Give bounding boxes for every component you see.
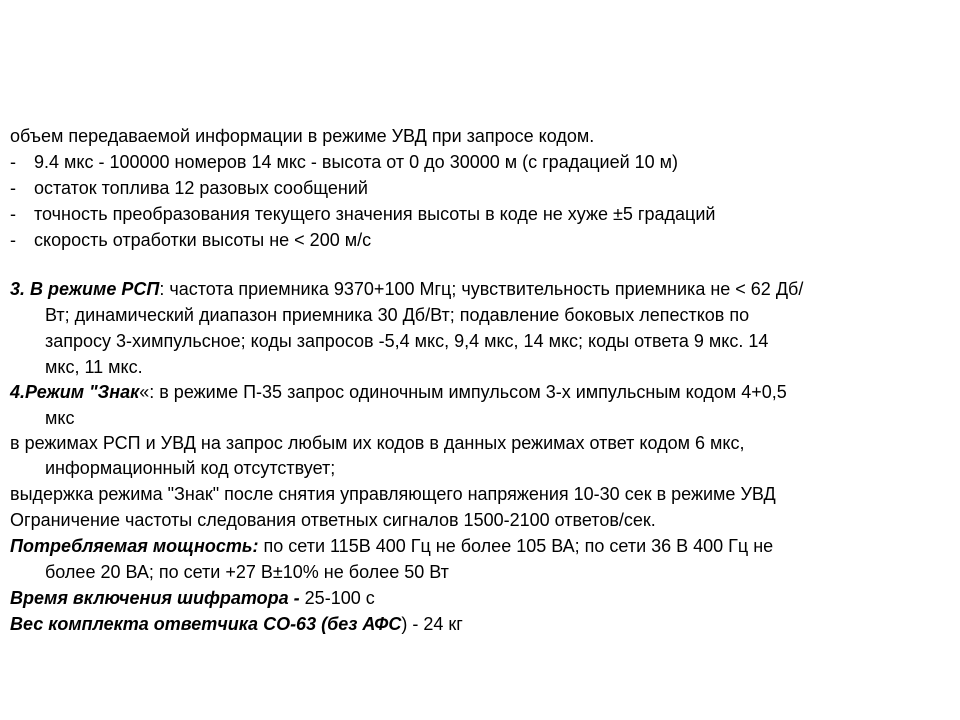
- power-heading: Потребляемая мощность:: [10, 536, 259, 556]
- znak-paragraph: [10, 379, 787, 405]
- rsp-text-line: запросу 3-химпульсное; коды запросов -5,4 мкс, 9,4 мкс, 14 мкс; коды ответа 9 мкс. 14: [45, 331, 769, 351]
- znak-text-line: мкс: [45, 408, 75, 428]
- power-paragraph: [10, 533, 773, 559]
- bullet-item: [10, 227, 371, 253]
- znak-text: «: в режиме П-35 запрос одиночным импульсом 3-х импульсным кодом 4+0,5: [139, 382, 787, 402]
- weight-heading: Вес комплекта ответчика СО-63 (без АФС: [10, 614, 402, 634]
- bullet-marker: -: [10, 230, 16, 250]
- startup-value: 25-100 с: [299, 588, 375, 608]
- znak-text-line: в режимах РСП и УВД на запрос любым их кодов в данных режимах ответ кодом 6 мкс,: [10, 433, 745, 453]
- bullet-text: скорость отработки высоты не < 200 м/с: [34, 230, 372, 250]
- rsp-text-line: мкс, 11 мкс.: [45, 357, 143, 377]
- power-text: по сети 115В 400 Гц не более 105 ВА; по сети 36 В 400 Гц не: [258, 536, 774, 556]
- power-text-line: более 20 ВА; по сети +27 В±10% не более 50 Вт: [45, 562, 449, 582]
- bullet-marker: -: [10, 152, 16, 172]
- znak-text-line: информационный код отсутствует;: [45, 458, 336, 478]
- startup-paragraph: [10, 585, 375, 611]
- weight-value: ) - 24 кг: [401, 614, 463, 634]
- znak-heading: 4.Режим "Знак: [10, 382, 140, 402]
- bullet-text: точность преобразования текущего значения высоты в коде не хуже ±5 градаций: [34, 204, 716, 224]
- bullet-item: [10, 201, 715, 227]
- startup-heading: Время включения шифратора -: [10, 588, 300, 608]
- rsp-text-line: Вт; динамический диапазон приемника 30 Дб/Вт; подавление боковых лепестков по: [45, 305, 750, 325]
- intro-text: объем передаваемой информации в режиме УВД при запросе кодом.: [10, 126, 595, 146]
- bullet-marker: -: [10, 204, 16, 224]
- weight-paragraph: [10, 611, 463, 637]
- rsp-heading: 3. В режиме РСП: [10, 279, 160, 299]
- limit-text: Ограничение частоты следования ответных сигналов 1500-2100 ответов/сек.: [10, 510, 656, 530]
- bullet-item: [10, 175, 368, 201]
- bullet-item: [10, 149, 678, 175]
- rsp-paragraph: [10, 276, 803, 302]
- hold-text: выдержка режима "Знак" после снятия управляющего напряжения 10-30 сек в режиме УВД: [10, 484, 776, 504]
- bullet-text: 9.4 мкс - 100000 номеров 14 мкс - высота от 0 до 30000 м (с градацией 10 м): [34, 152, 679, 172]
- bullet-text: остаток топлива 12 разовых сообщений: [34, 178, 368, 198]
- rsp-text: : частота приемника 9370+100 Мгц; чувствительность приемника не < 62 Дб/: [159, 279, 804, 299]
- bullet-marker: -: [10, 178, 16, 198]
